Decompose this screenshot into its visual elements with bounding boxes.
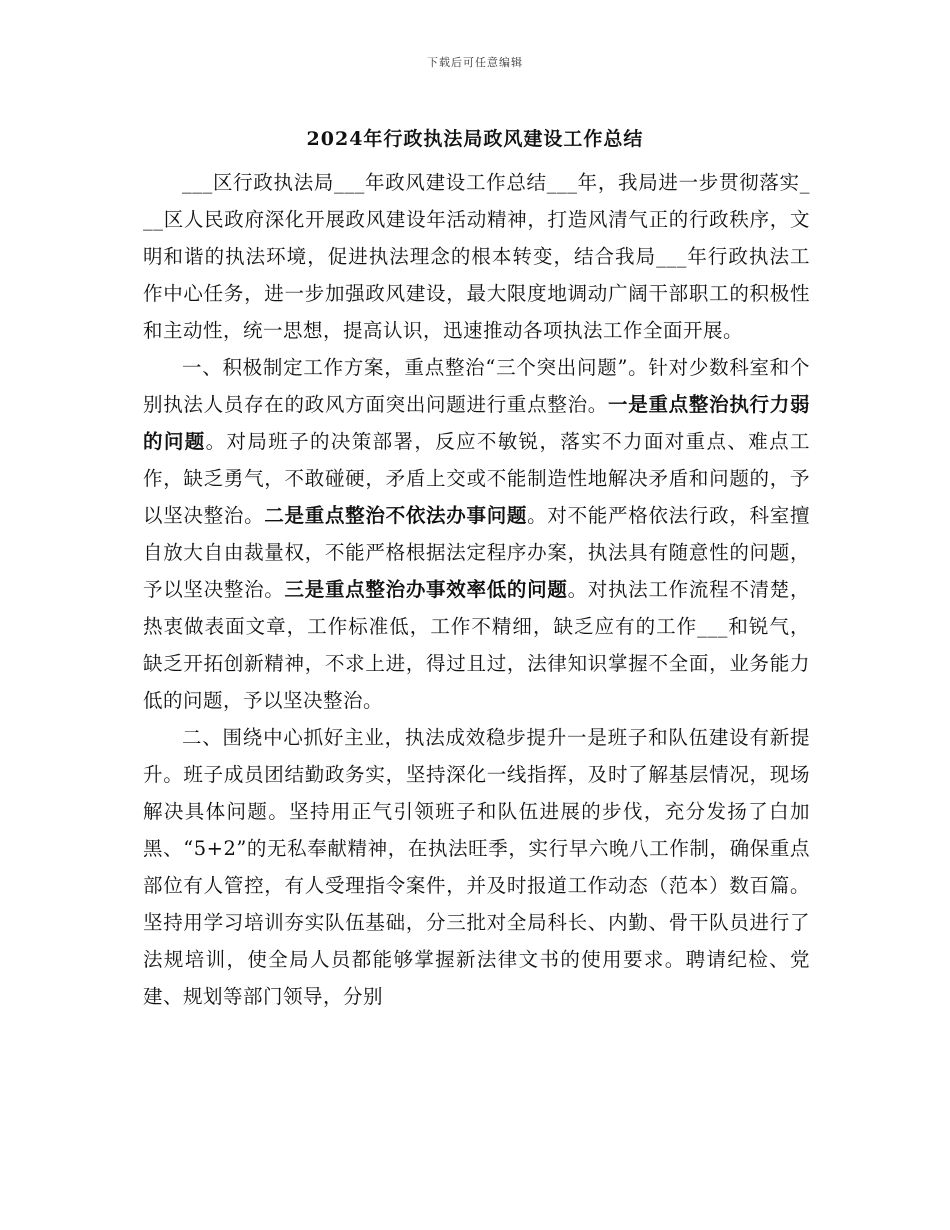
bold-point-1: 一是重点整治执行力弱的问题: [143, 393, 810, 453]
document-body: [143, 164, 810, 1015]
paragraph-text: 二、围绕中心抓好主业，执法成效稳步提升一是班子和队伍建设有新提升。班子成员团结勤政务实，坚持深化一线指挥，及时了解基层情况，现场解决具体问题。坚持用正气引领班子和队伍进展的步伐，充分发扬了白加黑、“5+2”的无私奉献精神，在执法旺季，实行早六晚八工作制，确保重点部位有人管控，有人受理指令案件，并及时报道工作动态（范本）数百篇。坚持用学习培训夯实队伍基础，分三批对全局科长、内勤、骨干队员进行了法规培训，使全局人员都能够掌握新法律文书的使用要求。聘请纪检、党建、规划等部门领导，分别: [143, 726, 810, 1008]
paragraph-text: 。对执法工作流程不清楚，热衷做表面文章，工作标准低，工作不精细，缺乏应有的工作___和锐气，缺乏开拓创新精神，不求上进，得过且过，法律知识掌握不全面，业务能力低的问题，予以坚决整治。: [143, 578, 810, 712]
bold-point-2: 二是重点整治不依法办事问题: [264, 504, 528, 527]
paragraph-text: 。对不能严格依法行政，科室擅自放大自由裁量权，不能严格根据法定程序办案，执法具有随意性的问题，予以坚决整治。: [143, 504, 810, 601]
paragraph-section-1: [143, 349, 810, 719]
paragraph-intro: [143, 164, 810, 349]
document-title: 2024年行政执法局政风建设工作总结: [306, 128, 644, 150]
header-note: 下载后可任意编辑: [427, 56, 523, 69]
bold-point-3: 三是重点整治办事效率低的问题: [284, 578, 568, 601]
paragraph-text: 。对局班子的决策部署，反应不敏锐，落实不力面对重点、难点工作，缺乏勇气，不敢碰硬，矛盾上交或不能制造性地解决矛盾和问题的，予以坚决整治。: [143, 430, 810, 527]
paragraph-text: ___区行政执法局___年政风建设工作总结___年，我局进一步贯彻落实___区人民政府深化开展政风建设年活动精神，打造风清气正的行政秩序，文明和谐的执法环境，促进执法理念的根本转变，结合我局___年行政执法工作中心任务，进一步加强政风建设，最大限度地调动广阔干部职工的积极性和主动性，统一思想，提高认识，迅速推动各项执法工作全面开展。: [143, 171, 810, 342]
paragraph-section-2: [143, 719, 810, 1015]
paragraph-text: 一、积极制定工作方案，重点整治“三个突出问题”。针对少数科室和个别执法人员存在的政风方面突出问题进行重点整治。: [143, 356, 810, 416]
